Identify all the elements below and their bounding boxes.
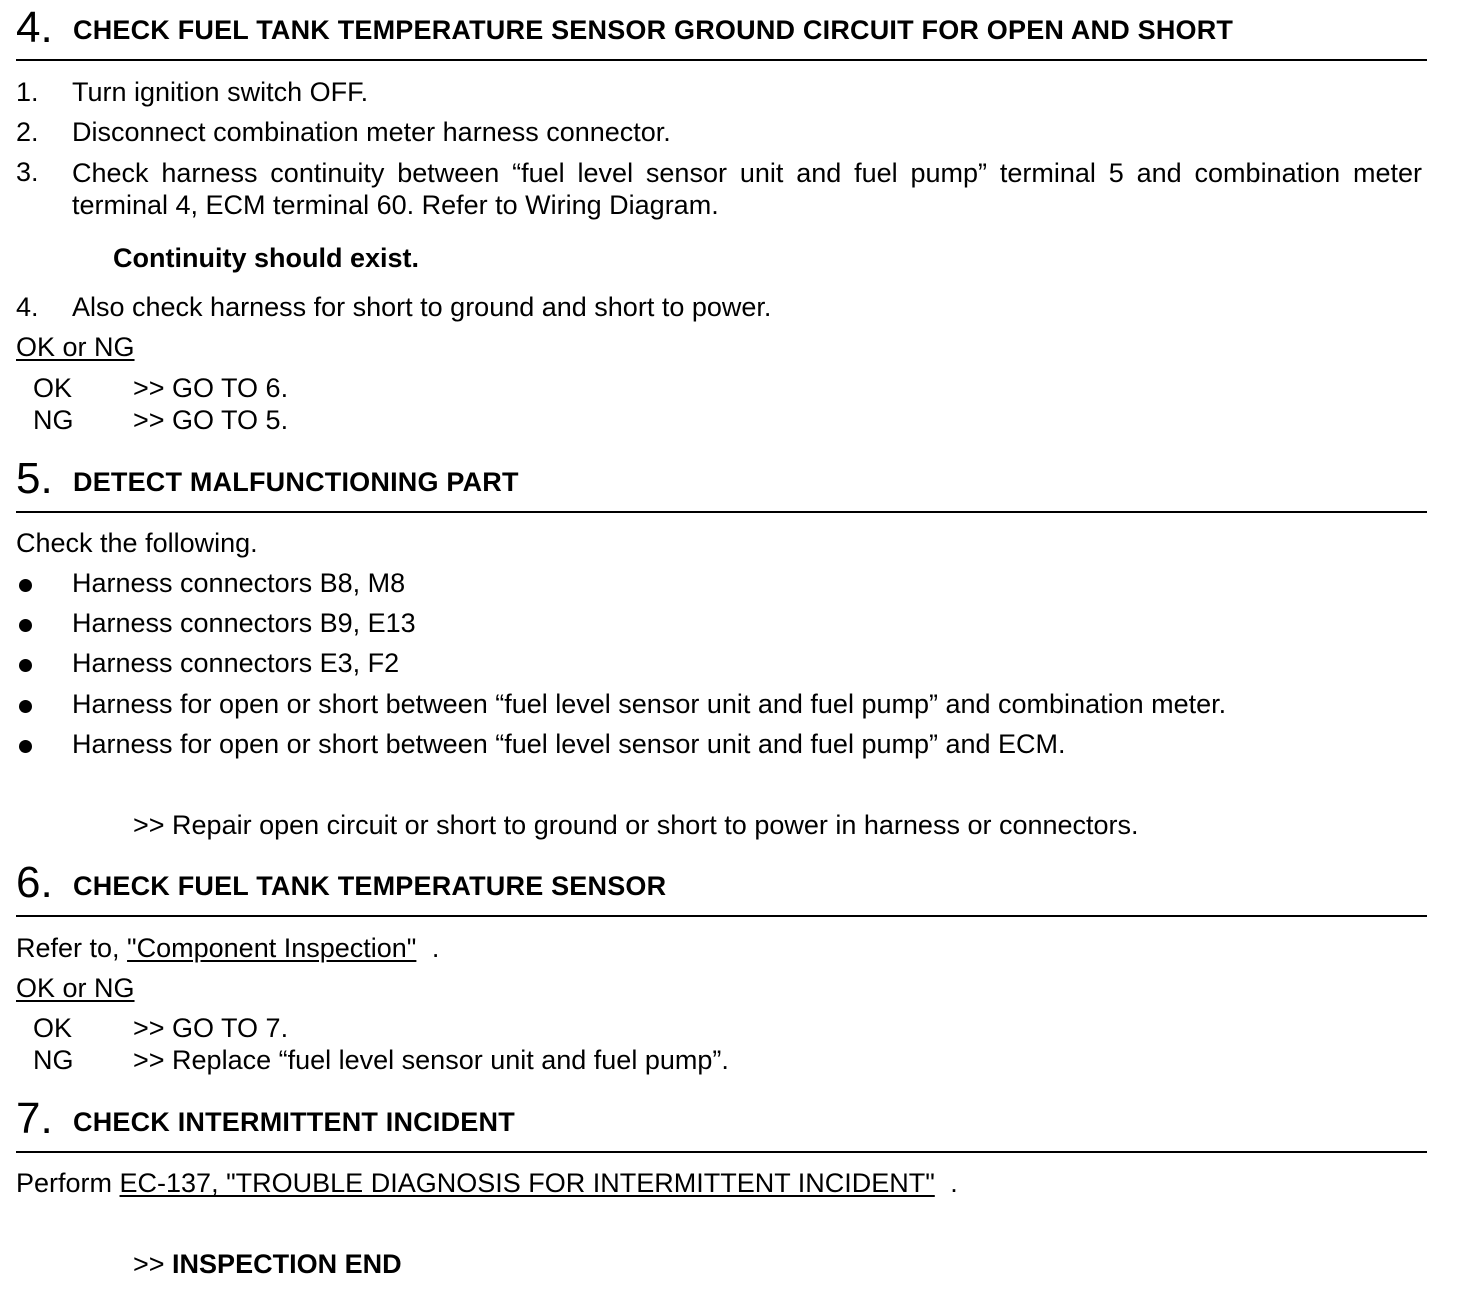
ok-action: >> GO TO 7. bbox=[133, 1013, 289, 1043]
ok-label: OK bbox=[33, 1013, 73, 1043]
list-item-text: Turn ignition switch OFF. bbox=[72, 77, 369, 107]
bullet-item: Harness for open or short between “fuel level sensor unit and fuel pump” and ECM. bbox=[72, 729, 1066, 759]
component-inspection-link[interactable]: "Component Inspection" bbox=[127, 933, 417, 963]
ng-action: >> Replace “fuel level sensor unit and fuel pump”. bbox=[133, 1045, 729, 1075]
perform-suffix: . bbox=[942, 1168, 958, 1198]
section-divider bbox=[16, 511, 1427, 513]
refer-line bbox=[16, 933, 439, 964]
continuity-spec: Continuity should exist. bbox=[113, 243, 420, 273]
ok-action: >> GO TO 6. bbox=[133, 373, 289, 403]
step-4-number: 4. bbox=[16, 3, 53, 52]
ok-label: OK bbox=[33, 373, 73, 403]
inspection-end bbox=[133, 1249, 402, 1280]
list-item-text: Check harness continuity between “fuel level sensor unit and fuel pump” terminal 5 and combination meter terminal 4, ECM terminal 60. Refer to Wiring Diagram. bbox=[72, 158, 1422, 220]
ok-ng-heading: OK or NG bbox=[16, 332, 135, 362]
section-divider bbox=[16, 59, 1427, 61]
bullet-item: Harness connectors B8, M8 bbox=[72, 568, 406, 598]
perform-line bbox=[16, 1168, 958, 1199]
list-item-number: 2. bbox=[16, 117, 39, 147]
bullet-item: Harness connectors E3, F2 bbox=[72, 648, 400, 678]
bullet-dot-icon bbox=[19, 659, 32, 672]
repair-action: >> Repair open circuit or short to ground or short to power in harness or connectors. bbox=[133, 810, 1139, 840]
list-item-number: 4. bbox=[16, 292, 39, 322]
bullet-item: Harness connectors B9, E13 bbox=[72, 608, 416, 638]
ng-label: NG bbox=[33, 1045, 74, 1075]
bullet-dot-icon bbox=[19, 740, 32, 753]
ng-action: >> GO TO 5. bbox=[133, 405, 289, 435]
step-7-title: CHECK INTERMITTENT INCIDENT bbox=[73, 1107, 515, 1137]
step-6-number: 6. bbox=[16, 858, 53, 907]
section-divider bbox=[16, 1151, 1427, 1153]
list-item-number: 1. bbox=[16, 77, 39, 107]
list-item-text: Disconnect combination meter harness connector. bbox=[72, 117, 671, 147]
step-4-title: CHECK FUEL TANK TEMPERATURE SENSOR GROUND CIRCUIT FOR OPEN AND SHORT bbox=[73, 15, 1234, 45]
refer-suffix: . bbox=[424, 933, 440, 963]
bullet-dot-icon bbox=[19, 619, 32, 632]
ok-ng-heading: OK or NG bbox=[16, 973, 135, 1003]
step-5-title: DETECT MALFUNCTIONING PART bbox=[73, 467, 519, 497]
end-text: INSPECTION END bbox=[172, 1249, 402, 1279]
intermittent-incident-link[interactable]: EC-137, "TROUBLE DIAGNOSIS FOR INTERMITTENT INCIDENT" bbox=[119, 1168, 935, 1198]
ng-label: NG bbox=[33, 405, 74, 435]
list-item-text: Also check harness for short to ground and short to power. bbox=[72, 292, 772, 322]
list-item-number: 3. bbox=[16, 157, 39, 187]
perform-prefix: Perform bbox=[16, 1168, 120, 1198]
refer-prefix: Refer to, bbox=[16, 933, 128, 963]
step-5-number: 5. bbox=[16, 454, 53, 503]
bullet-dot-icon bbox=[19, 700, 32, 713]
step-6-title: CHECK FUEL TANK TEMPERATURE SENSOR bbox=[73, 871, 667, 901]
step-7-number: 7. bbox=[16, 1094, 53, 1143]
section-divider bbox=[16, 915, 1427, 917]
bullet-item: Harness for open or short between “fuel level sensor unit and fuel pump” and combination meter. bbox=[72, 689, 1227, 719]
bullet-dot-icon bbox=[19, 579, 32, 592]
end-prefix: >> bbox=[133, 1249, 173, 1279]
check-intro: Check the following. bbox=[16, 528, 258, 558]
